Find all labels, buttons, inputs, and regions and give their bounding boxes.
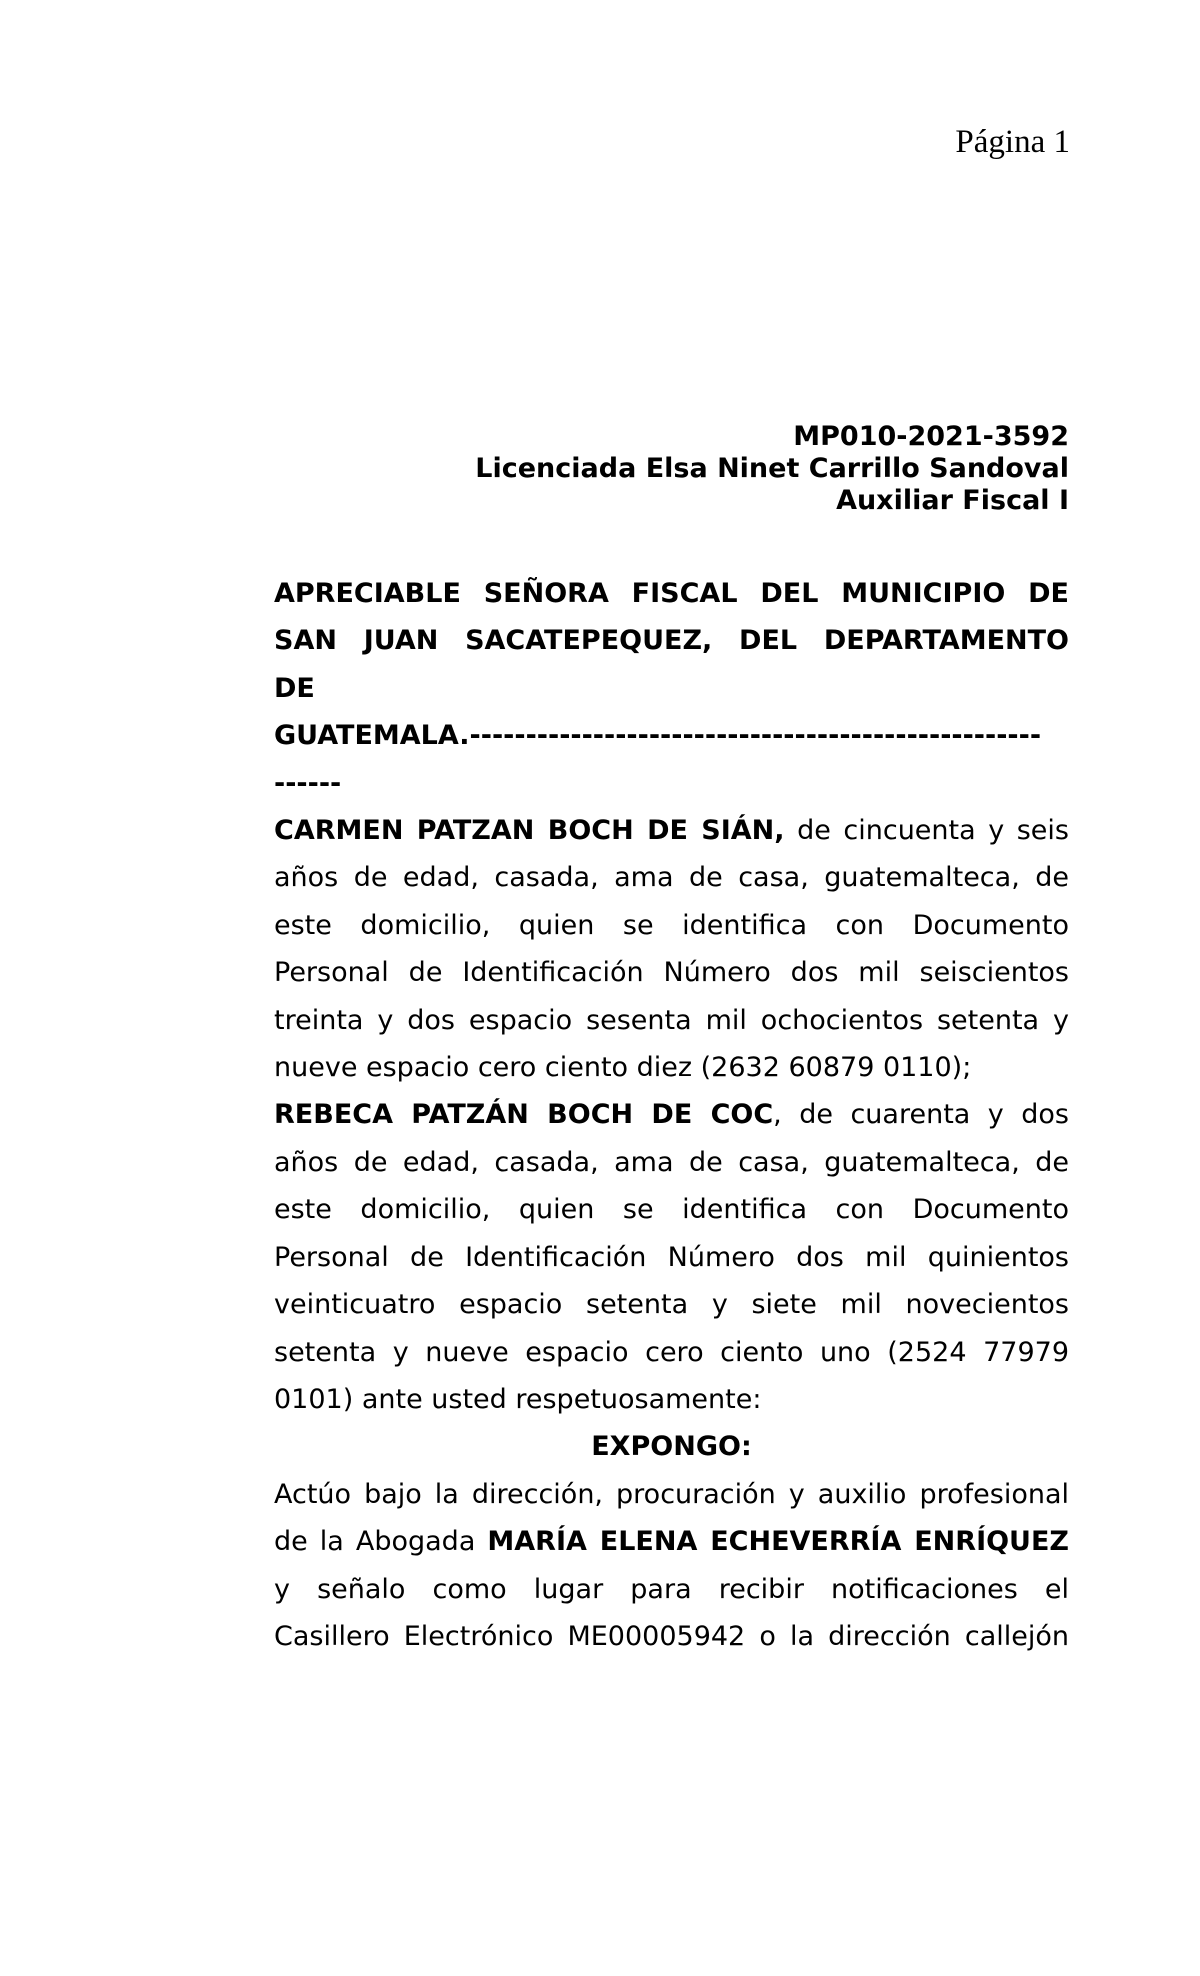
party-one-line: este domicilio, quien se identifica con Documento [274, 909, 1069, 941]
party-two-line: Personal de Identificación Número dos mil quinientos [274, 1241, 1069, 1273]
party-two-line: veinticuatro espacio setenta y siete mil novecientos [274, 1289, 1069, 1321]
document-header [274, 421, 1069, 517]
paragraph-line: Casillero Electrónico ME00005942 o la dirección callejón [274, 1620, 1069, 1652]
party-one-line: CARMEN PATZAN BOCH DE SIÁN, de cincuenta y seis [274, 815, 1069, 847]
lawyer-name: MARÍA ELENA ECHEVERRÍA ENRÍQUEZ [487, 1526, 1070, 1558]
address-line: SAN JUAN SACATEPEQUEZ, DEL DEPARTAMENTO [274, 625, 1069, 657]
party-one-line: nueve espacio cero ciento diez (2632 60879 0110); [274, 1052, 972, 1084]
section-heading: EXPONGO: [591, 1431, 752, 1463]
address-line: GUATEMALA.--------------------------------------------------- [274, 720, 1042, 752]
party-two-line: REBECA PATZÁN BOCH DE COC, de cuarenta y dos [274, 1099, 1069, 1131]
address-line: ------ [274, 767, 342, 799]
party-two-line: años de edad, casada, ama de casa, guatemalteca, de [274, 1146, 1069, 1178]
party-one-line: treinta y dos espacio sesenta mil ochocientos setenta y [274, 1004, 1069, 1036]
address-line: DE [274, 672, 315, 704]
party-one-name: CARMEN PATZAN BOCH DE SIÁN, [274, 815, 785, 847]
address-line: APRECIABLE SEÑORA FISCAL DEL MUNICIPIO DE [274, 578, 1069, 609]
party-one-line: años de edad, casada, ama de casa, guatemalteca, de [274, 862, 1069, 894]
party-two-line: este domicilio, quien se identifica con Documento [274, 1194, 1069, 1226]
paragraph-line: y señalo como lugar para recibir notificaciones el [274, 1573, 1069, 1605]
page-number: Página 1 [955, 124, 1070, 160]
document-body [274, 570, 1069, 1660]
official-title: Auxiliar Fiscal I [836, 485, 1069, 516]
paragraph-line: Actúo bajo la dirección, procuración y auxilio profesional [274, 1478, 1069, 1510]
party-two-line: setenta y nueve espacio cero ciento uno (2524 77979 [274, 1336, 1069, 1368]
case-number: MP010-2021-3592 [793, 421, 1069, 452]
party-one-line: Personal de Identificación Número dos mil seiscientos [274, 957, 1069, 989]
paragraph-line: de la Abogada MARÍA ELENA ECHEVERRÍA ENRÍQUEZ [274, 1526, 1070, 1558]
party-two-line: 0101) ante usted respetuosamente: [274, 1383, 762, 1415]
official-name: Licenciada Elsa Ninet Carrillo Sandoval [475, 453, 1069, 484]
party-two-name: REBECA PATZÁN BOCH DE COC [274, 1099, 774, 1131]
